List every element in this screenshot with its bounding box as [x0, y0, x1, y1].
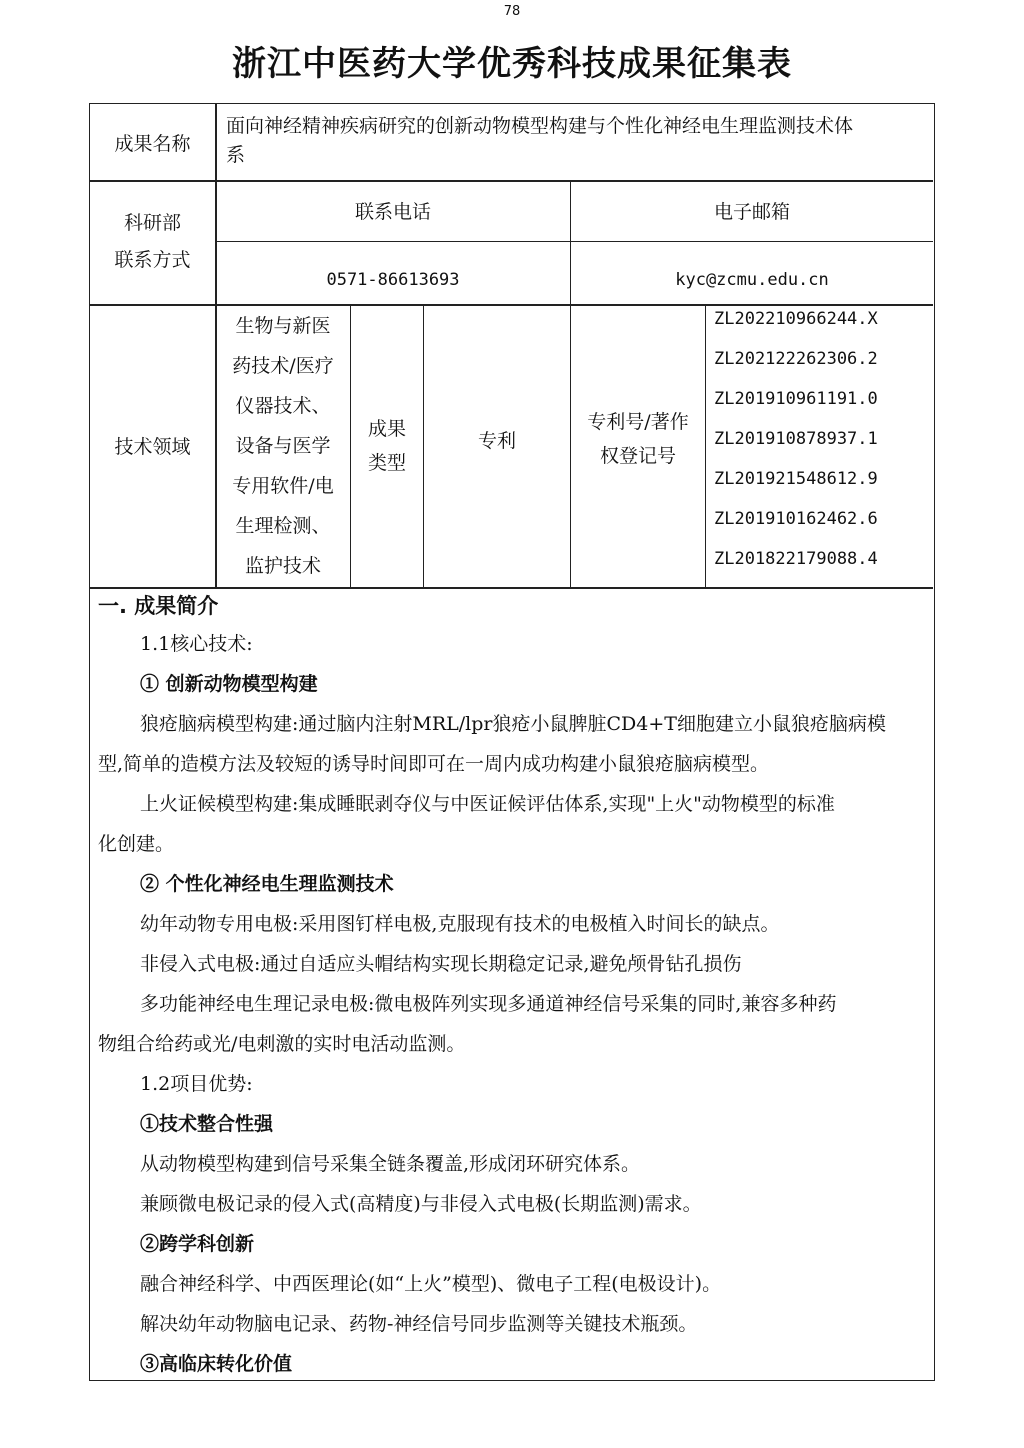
paragraph-line: 兼顾微电极记录的侵入式(高精度)与非侵入式电极(长期监测)需求。 [140, 1193, 702, 1215]
subheading: 1.2项目优势: [140, 1073, 253, 1095]
patent-number: ZL201921548612.9 [714, 469, 878, 489]
patent-number: ZL202210966244.X [714, 309, 878, 329]
paragraph-line: 狼疮脑病模型构建:通过脑内注射MRL/lpr狼疮小鼠脾脏CD4+T细胞建立小鼠狼疮脑病模 [140, 713, 886, 735]
page-number: 78 [503, 4, 521, 19]
result-name-line: 系 [226, 144, 246, 166]
result-type-value: 专利 [477, 429, 516, 452]
tech-field-label: 技术领域 [114, 436, 191, 458]
divider [705, 304, 706, 587]
field-line: 设备与医学 [235, 434, 331, 457]
subheading: ②跨学科创新 [140, 1233, 255, 1255]
paragraph-line: 型,简单的造模方法及较短的诱导时间即可在一周内成功构建小鼠狼疮脑病模型。 [98, 753, 770, 775]
field-line: 生物与新医 [235, 314, 331, 337]
subheading: 1.1核心技术: [140, 633, 253, 655]
patent-number: ZL201910961191.0 [714, 389, 878, 409]
subheading: ③高临床转化价值 [140, 1353, 293, 1375]
paragraph-line: 融合神经科学、中西医理论(如“上火”模型)、微电子工程(电极设计)。 [140, 1273, 722, 1295]
paragraph-line: 化创建。 [98, 833, 175, 855]
paragraph-line: 解决幼年动物脑电记录、药物-神经信号同步监测等关键技术瓶颈。 [140, 1313, 698, 1335]
divider [216, 241, 933, 242]
summary-section [98, 590, 926, 1384]
email-value: kyc@zcmu.edu.cn [675, 270, 829, 290]
subheading: ①技术整合性强 [140, 1113, 274, 1135]
reg-label-line: 专利号/著作 [587, 411, 689, 433]
contact-label [90, 180, 215, 304]
result-type-label [351, 304, 423, 587]
divider [90, 587, 933, 589]
section-heading: 一. 成果简介 [98, 594, 219, 618]
page-title: 浙江中医药大学优秀科技成果征集表 [232, 44, 792, 84]
email-header: 电子邮箱 [713, 201, 790, 223]
subheading: ① 创新动物模型构建 [140, 673, 318, 695]
reg-label-line: 权登记号 [599, 445, 676, 467]
paragraph-line: 非侵入式电极:通过自适应头帽结构实现长期稳定记录,避免颅骨钻孔损伤 [140, 953, 742, 975]
result-name-value [226, 112, 926, 174]
field-line: 监护技术 [244, 554, 321, 577]
type-label-line: 类型 [367, 451, 406, 474]
result-name-line: 面向神经精神疾病研究的创新动物模型构建与个性化神经电生理监测技术体 [226, 115, 854, 137]
registration-label [571, 304, 705, 574]
paragraph-line: 多功能神经电生理记录电极:微电极阵列实现多通道神经信号采集的同时,兼容多种药 [140, 993, 837, 1015]
subheading: ② 个性化神经电生理监测技术 [140, 873, 394, 895]
contact-label-line: 联系方式 [114, 249, 191, 271]
patent-number: ZL201910878937.1 [714, 429, 878, 449]
phone-header: 联系电话 [354, 201, 431, 223]
patent-list [714, 299, 929, 582]
tech-field-value [216, 304, 350, 587]
field-line: 药技术/医疗 [232, 354, 334, 377]
phone-value: 0571-86613693 [326, 270, 460, 290]
field-line: 专用软件/电 [232, 474, 334, 497]
result-name-label: 成果名称 [114, 132, 191, 155]
field-line: 仪器技术、 [235, 394, 331, 417]
paragraph-line: 上火证候模型构建:集成睡眠剥夺仪与中医证候评估体系,实现"上火"动物模型的标准 [140, 793, 835, 815]
type-label-line: 成果 [367, 417, 406, 440]
patent-number: ZL201822179088.4 [714, 549, 878, 569]
paragraph-line: 物组合给药或光/电刺激的实时电活动监测。 [98, 1033, 466, 1055]
field-line: 生理检测、 [235, 514, 331, 537]
paragraph-line: 幼年动物专用电极:采用图钉样电极,克服现有技术的电极植入时间长的缺点。 [140, 913, 780, 935]
patent-number: ZL202122262306.2 [714, 349, 878, 369]
patent-number: ZL201910162462.6 [714, 509, 878, 529]
paragraph-line: 从动物模型构建到信号采集全链条覆盖,形成闭环研究体系。 [140, 1153, 641, 1175]
contact-label-line: 科研部 [123, 212, 181, 234]
